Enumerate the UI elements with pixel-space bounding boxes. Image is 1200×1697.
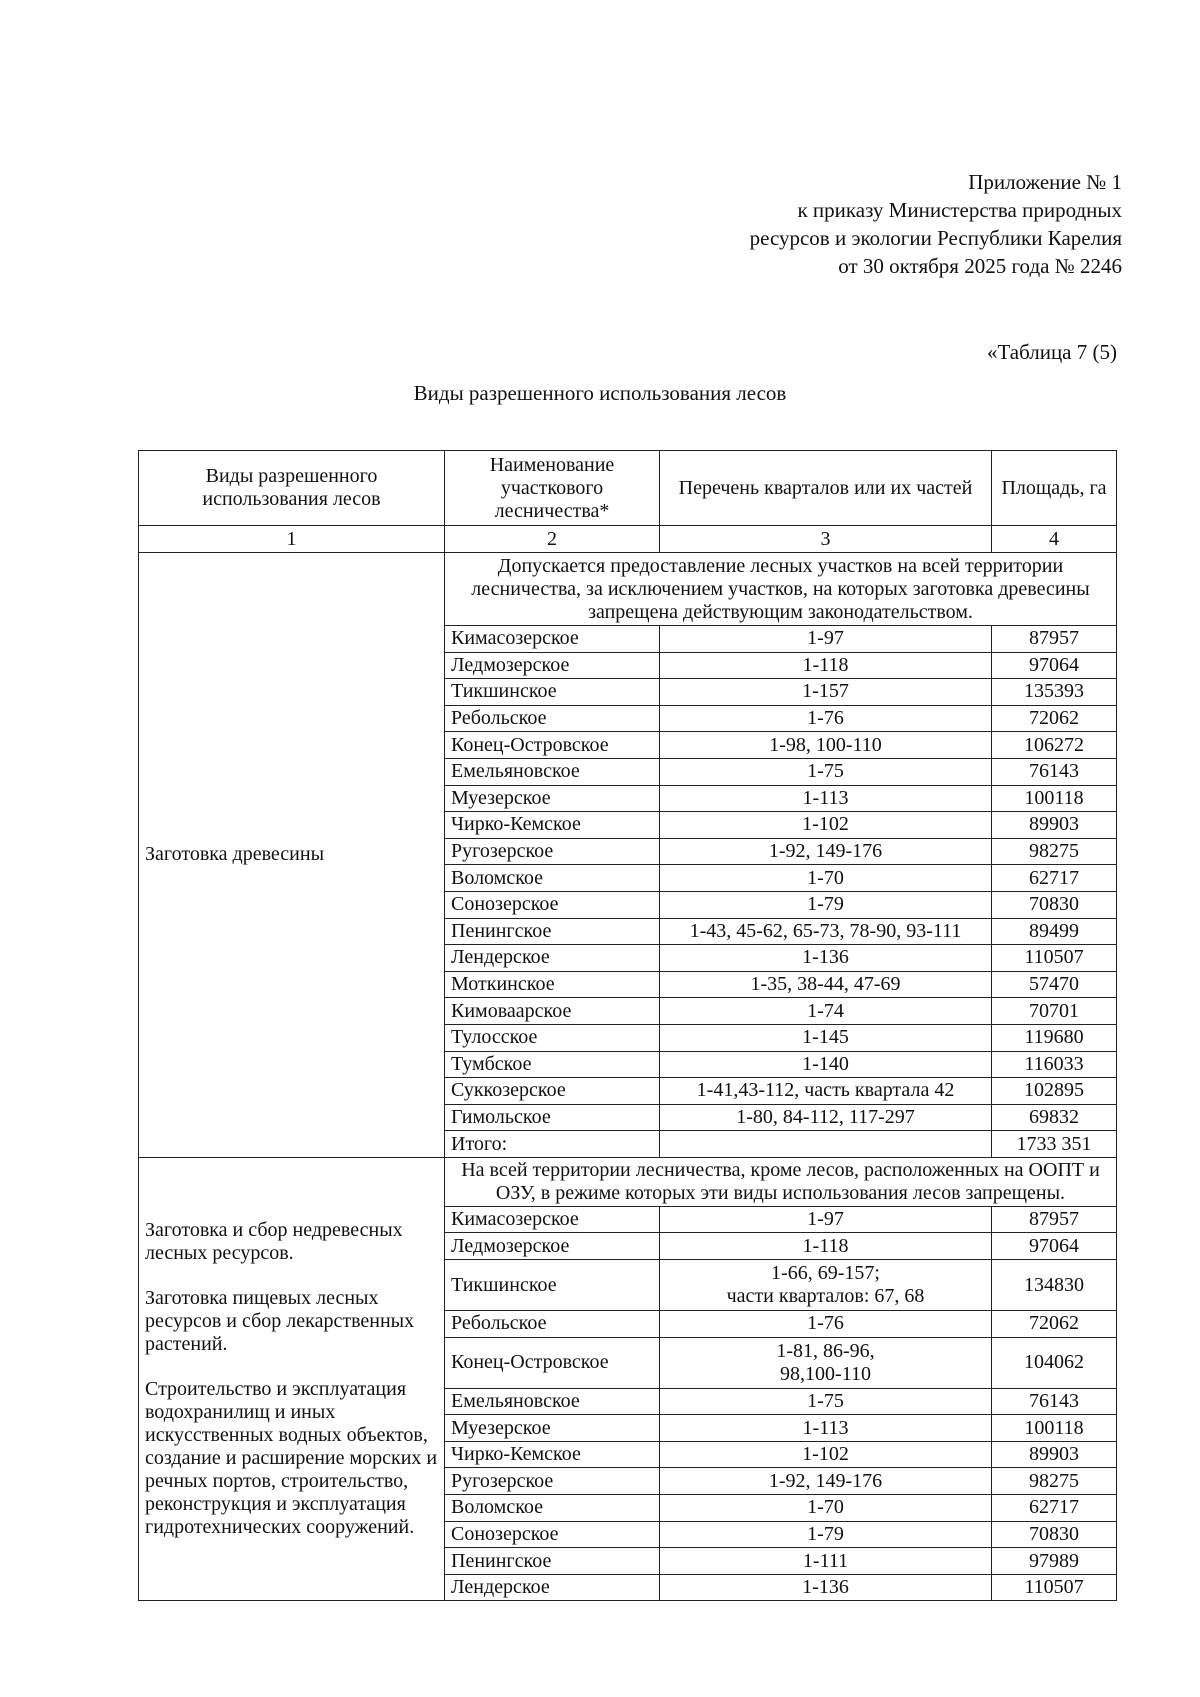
- area-value: 89903: [992, 812, 1117, 839]
- area-value: 134830: [992, 1260, 1117, 1311]
- quarters-line: 98,100-110: [780, 1362, 871, 1385]
- column-number: 2: [445, 526, 660, 553]
- area-value: 70830: [992, 891, 1117, 918]
- area-value: 106272: [992, 732, 1117, 759]
- quarters-line: 1-81, 86-96,: [776, 1339, 875, 1362]
- quarters-list: 1-92, 149-176: [660, 1468, 992, 1495]
- area-value: 119680: [992, 1024, 1117, 1051]
- quarters-list: 1-118: [660, 1233, 992, 1260]
- forestry-name: Гимольское: [445, 1104, 660, 1131]
- area-value: 116033: [992, 1051, 1117, 1078]
- area-value: 102895: [992, 1078, 1117, 1105]
- forestry-name: Ругозерское: [445, 1468, 660, 1495]
- area-value: 70830: [992, 1521, 1117, 1548]
- area-value: 97989: [992, 1548, 1117, 1575]
- quarters-list: 1-136: [660, 945, 992, 972]
- forestry-name: Лендерское: [445, 945, 660, 972]
- forestry-name: Ребольское: [445, 705, 660, 732]
- quarters-list: 1-43, 45-62, 65-73, 78-90, 93-111: [660, 918, 992, 945]
- forestry-name: Ругозерское: [445, 838, 660, 865]
- forestry-name: Конец-Островское: [445, 732, 660, 759]
- quarters-list: 1-102: [660, 812, 992, 839]
- column-number: 4: [992, 526, 1117, 553]
- quarters-list: [660, 1337, 992, 1388]
- quarters-list: 1-70: [660, 1495, 992, 1522]
- area-value: 110507: [992, 1574, 1117, 1601]
- column-number: 1: [139, 526, 445, 553]
- area-value: 89499: [992, 918, 1117, 945]
- area-value: 76143: [992, 1388, 1117, 1415]
- quarters-list: 1-97: [660, 1206, 992, 1233]
- total-value: 1733 351: [992, 1131, 1117, 1158]
- quarters-list: 1-80, 84-112, 117-297: [660, 1104, 992, 1131]
- use-kind-paragraph: Строительство и эксплуатация водохранилищ и иных искусственных водных объектов, создание и расширение морских и речных портов, строительство, реконструкция и эксплуатация гидротехнических сооружений.: [145, 1378, 438, 1539]
- area-value: 72062: [992, 705, 1117, 732]
- quarters-list: 1-92, 149-176: [660, 838, 992, 865]
- area-value: 100118: [992, 1415, 1117, 1442]
- quarters-list: 1-41,43-112, часть квартала 42: [660, 1078, 992, 1105]
- document-title: Виды разрешенного использования лесов: [413, 381, 787, 405]
- column-header-forestry: Наименование участкового лесничества*: [445, 451, 660, 526]
- area-value: 87957: [992, 1206, 1117, 1233]
- section-timber-harvesting: [139, 553, 1117, 1158]
- forestry-name: Воломское: [445, 865, 660, 892]
- forestry-name: Тикшинское: [445, 1260, 660, 1311]
- forestry-name: Емельяновское: [445, 1388, 660, 1415]
- area-value: 70701: [992, 998, 1117, 1025]
- area-value: 104062: [992, 1337, 1117, 1388]
- quarters-list: 1-76: [660, 1311, 992, 1338]
- section-note-row: [139, 1157, 1117, 1206]
- header-line-4: от 30 октября 2025 года № 2246: [838, 254, 1122, 278]
- area-value: 97064: [992, 652, 1117, 679]
- forestry-name: Чирко-Кемское: [445, 812, 660, 839]
- forestry-name: Сонозерское: [445, 1521, 660, 1548]
- area-value: 110507: [992, 945, 1117, 972]
- column-number-row: [139, 526, 1117, 553]
- forestry-name: Тумбское: [445, 1051, 660, 1078]
- column-number: 3: [660, 526, 992, 553]
- header-line-1: Приложение № 1: [968, 170, 1122, 194]
- area-value: 62717: [992, 1495, 1117, 1522]
- quarters-list: 1-75: [660, 1388, 992, 1415]
- quarters-list: 1-136: [660, 1574, 992, 1601]
- quarters-list: 1-75: [660, 758, 992, 785]
- quarters-list: 1-145: [660, 1024, 992, 1051]
- forestry-name: Пенингское: [445, 918, 660, 945]
- area-value: 72062: [992, 1311, 1117, 1338]
- area-value: 57470: [992, 971, 1117, 998]
- table-header-row: [139, 451, 1117, 526]
- forestry-name: Лендерское: [445, 1574, 660, 1601]
- quarters-list: 1-35, 38-44, 47-69: [660, 971, 992, 998]
- document-header: [522, 168, 1122, 280]
- forest-use-table: [138, 450, 1117, 1601]
- quarters-list: 1-140: [660, 1051, 992, 1078]
- quarters-line: части кварталов: 67, 68: [726, 1285, 925, 1308]
- forestry-name: Кимасозерское: [445, 1206, 660, 1233]
- quarters-line: 1-66, 69-157;: [771, 1262, 880, 1285]
- forestry-name: Ледмозерское: [445, 652, 660, 679]
- quarters-list: 1-79: [660, 891, 992, 918]
- total-label: Итого:: [445, 1131, 660, 1158]
- section-note: Допускается предоставление лесных участков на всей территории лесничества, за исключением участков, на которых заготовка древесины запрещена действующим законодательством.: [445, 553, 1117, 626]
- total-quarters-empty: [660, 1131, 992, 1158]
- forestry-name: Суккозерское: [445, 1078, 660, 1105]
- area-value: 69832: [992, 1104, 1117, 1131]
- table-label: «Таблица 7 (5): [986, 340, 1117, 364]
- area-value: 135393: [992, 679, 1117, 706]
- column-header-kind: Виды разрешенного использования лесов: [139, 451, 445, 526]
- quarters-list: [660, 1260, 992, 1311]
- area-value: 62717: [992, 865, 1117, 892]
- quarters-list: 1-98, 100-110: [660, 732, 992, 759]
- quarters-list: 1-157: [660, 679, 992, 706]
- area-value: 98275: [992, 1468, 1117, 1495]
- use-kind-cell: [139, 1157, 445, 1601]
- use-kind-paragraph: Заготовка и сбор недревесных лесных ресурсов.: [145, 1219, 403, 1265]
- column-header-quarters: Перечень кварталов или их частей: [660, 451, 992, 526]
- forestry-name: Емельяновское: [445, 758, 660, 785]
- forestry-name: Пенингское: [445, 1548, 660, 1575]
- forestry-name: Тулосское: [445, 1024, 660, 1051]
- header-line-3: ресурсов и экологии Республики Карелия: [749, 226, 1122, 250]
- quarters-list: 1-97: [660, 626, 992, 653]
- area-value: 87957: [992, 626, 1117, 653]
- quarters-list: 1-113: [660, 1415, 992, 1442]
- forestry-name: Ребольское: [445, 1311, 660, 1338]
- quarters-list: 1-70: [660, 865, 992, 892]
- column-header-area: Площадь, га: [992, 451, 1117, 526]
- forestry-name: Сонозерское: [445, 891, 660, 918]
- section-note: На всей территории лесничества, кроме лесов, расположенных на ООПТ и ОЗУ, в режиме которых эти виды использования лесов запрещены.: [445, 1157, 1117, 1206]
- forestry-name: Воломское: [445, 1495, 660, 1522]
- use-kind-paragraph: Заготовка пищевых лесных ресурсов и сбор лекарственных растений.: [145, 1287, 415, 1356]
- forestry-name: Ледмозерское: [445, 1233, 660, 1260]
- area-value: 100118: [992, 785, 1117, 812]
- quarters-list: 1-79: [660, 1521, 992, 1548]
- section-non-timber: [139, 1157, 1117, 1601]
- header-line-2: к приказу Министерства природных: [797, 198, 1122, 222]
- forestry-name: Муезерское: [445, 785, 660, 812]
- section-note-row: [139, 553, 1117, 626]
- forestry-name: Муезерское: [445, 1415, 660, 1442]
- quarters-list: 1-113: [660, 785, 992, 812]
- quarters-list: 1-118: [660, 652, 992, 679]
- quarters-list: 1-102: [660, 1441, 992, 1468]
- forestry-name: Тикшинское: [445, 679, 660, 706]
- area-value: 98275: [992, 838, 1117, 865]
- forestry-name: Кимасозерское: [445, 626, 660, 653]
- area-value: 97064: [992, 1233, 1117, 1260]
- quarters-list: 1-76: [660, 705, 992, 732]
- forestry-name: Конец-Островское: [445, 1337, 660, 1388]
- use-kind-cell: Заготовка древесины: [139, 553, 445, 1158]
- forestry-name: Кимоваарское: [445, 998, 660, 1025]
- area-value: 89903: [992, 1441, 1117, 1468]
- quarters-list: 1-74: [660, 998, 992, 1025]
- quarters-list: 1-111: [660, 1548, 992, 1575]
- area-value: 76143: [992, 758, 1117, 785]
- forestry-name: Чирко-Кемское: [445, 1441, 660, 1468]
- forestry-name: Моткинское: [445, 971, 660, 998]
